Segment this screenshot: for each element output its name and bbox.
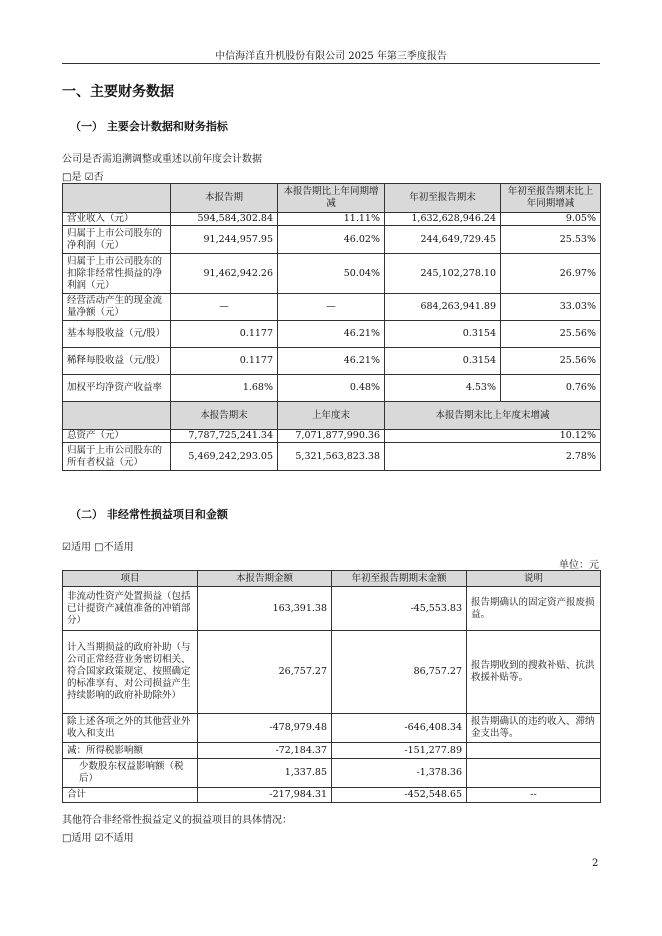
page-header-title: 中信海洋直升机股份有限公司 2025 年第三季度报告 (215, 51, 447, 62)
cell-value: 11.11% (278, 213, 385, 226)
header-cell: 本报告期金额 (198, 571, 332, 587)
note-cell (467, 743, 601, 759)
cell-value: 7,787,725,241.34 (171, 430, 278, 443)
note-cell: 报告期确认的违约收入、滞纳金支出等。 (467, 714, 601, 743)
nonrecurring-items-table (62, 570, 601, 803)
cell-value: 25.56% (501, 348, 601, 375)
cell-value: 0.3154 (385, 321, 501, 348)
item-label: 除上述各项之外的其他营业外收入和支出 (63, 714, 198, 743)
cell-value: -72,184.37 (198, 743, 332, 759)
table-header-row (63, 184, 601, 213)
cell-value: -1,378.36 (332, 759, 467, 788)
table-row (63, 294, 601, 321)
other-nonrecurring-text: 其他符合非经常性损益定义的损益项目的具体情况： (62, 815, 292, 826)
table-row (63, 714, 601, 743)
cell-value: 0.1177 (171, 348, 278, 375)
table-row (63, 348, 601, 375)
other-nonrecurring-options: □适用 ☑不适用 (62, 833, 134, 844)
row-label: 营业收入（元） (63, 213, 171, 226)
cell-value: 0.1177 (171, 321, 278, 348)
header-cell: 本报告期末 (171, 402, 278, 430)
cell-value: 163,391.38 (198, 587, 332, 631)
item-label: 减：所得税影响额 (63, 743, 198, 759)
cell-value: 26,757.27 (198, 631, 332, 714)
header-cell: 项目 (63, 571, 198, 587)
note-cell: 报告期确认的固定资产报废损益。 (467, 587, 601, 631)
cell-value: 7,071,877,990.36 (278, 430, 385, 443)
cell-value: 1,632,628,946.24 (385, 213, 501, 226)
item-label: 合计 (63, 788, 198, 803)
table-row (63, 254, 601, 294)
table-row (63, 226, 601, 254)
table-row (63, 743, 601, 759)
section-title-financial-data: 一、主要财务数据 (62, 84, 174, 100)
cell-value: -217,984.31 (198, 788, 332, 803)
cell-value: 26.97% (501, 254, 601, 294)
unit-label: 单位：元 (559, 560, 599, 571)
cell-value: 5,321,563,823.38 (278, 443, 385, 471)
cell-value: 86,757.27 (332, 631, 467, 714)
cell-value: -478,979.48 (198, 714, 332, 743)
header-rule (62, 63, 600, 64)
header-cell: 本报告期末比上年度末增减 (385, 402, 601, 430)
header-cell: 年初至报告期期末金额 (332, 571, 467, 587)
cell-value: -151,277.89 (332, 743, 467, 759)
cell-value: 46.21% (278, 321, 385, 348)
header-cell: 说明 (467, 571, 601, 587)
table-row (63, 587, 601, 631)
header-cell: 年初至报告期末比上年同期增减 (501, 184, 601, 213)
cell-value: -452,548.65 (332, 788, 467, 803)
header-cell: 本报告期比上年同期增减 (278, 184, 385, 213)
cell-value: 5,469,242,293.05 (171, 443, 278, 471)
cell-value: 50.04% (278, 254, 385, 294)
header-cell: 上年度末 (278, 402, 385, 430)
cell-value: 25.53% (501, 226, 601, 254)
cell-value: 594,584,302.84 (171, 213, 278, 226)
cell-value: 25.56% (501, 321, 601, 348)
cell-value: — (171, 294, 278, 321)
cell-value: 46.21% (278, 348, 385, 375)
page-number: 2 (592, 858, 599, 869)
note-cell: -- (467, 788, 601, 803)
row-label: 归属于上市公司股东的净利润（元） (63, 226, 171, 254)
table-row (63, 430, 601, 443)
cell-value: 33.03% (501, 294, 601, 321)
cell-value: -646,408.34 (332, 714, 467, 743)
cell-value: 10.12% (385, 430, 601, 443)
table-header-row (63, 402, 601, 430)
item-label: 非流动性资产处置损益（包括已计提资产减值准备的冲销部分） (63, 587, 198, 631)
restatement-question: 公司是否需追溯调整或重述以前年度会计数据 (62, 154, 262, 165)
cell-value: 4.53% (385, 375, 501, 402)
item-label: 计入当期损益的政府补助（与公司正常经营业务密切相关、符合国家政策规定、按照确定的标准享有、对公司损益产生持续影响的政府补助除外） (63, 631, 198, 714)
row-label: 总资产（元） (63, 430, 171, 443)
cell-value: 9.05% (501, 213, 601, 226)
cell-value: -45,553.83 (332, 587, 467, 631)
cell-value: 46.02% (278, 226, 385, 254)
table-row (63, 759, 601, 788)
cell-value: 244,649,729.45 (385, 226, 501, 254)
header-cell: 本报告期 (171, 184, 278, 213)
cell-value: 684,263,941.89 (385, 294, 501, 321)
item-label: 少数股东权益影响额（税后） (63, 759, 198, 788)
note-cell (467, 759, 601, 788)
row-label: 基本每股收益（元/股） (63, 321, 171, 348)
cell-value: 1.68% (171, 375, 278, 402)
table-row (63, 321, 601, 348)
cell-value: 245,102,278.10 (385, 254, 501, 294)
subsection-title-accounting-data: （一） 主要会计数据和财务指标 (70, 120, 228, 133)
row-label: 经营活动产生的现金流量净额（元） (63, 294, 171, 321)
restatement-options: □是 ☑否 (62, 172, 104, 183)
cell-value: 91,244,957.95 (171, 226, 278, 254)
row-label: 归属于上市公司股东的所有者权益（元） (63, 443, 171, 471)
table-header-row (63, 571, 601, 587)
header-cell: 年初至报告期末 (385, 184, 501, 213)
row-label: 加权平均净资产收益率 (63, 375, 171, 402)
table-row (63, 788, 601, 803)
key-financial-table (62, 183, 601, 471)
cell-value: — (278, 294, 385, 321)
table-row (63, 213, 601, 226)
nonrecurring-options: ☑适用 □不适用 (62, 542, 134, 553)
cell-value: 0.48% (278, 375, 385, 402)
row-label: 归属于上市公司股东的扣除非经常性损益的净利润（元） (63, 254, 171, 294)
row-label: 稀释每股收益（元/股） (63, 348, 171, 375)
cell-value: 0.3154 (385, 348, 501, 375)
cell-value: 2.78% (385, 443, 601, 471)
header-cell (63, 184, 171, 213)
table-row (63, 375, 601, 402)
cell-value: 1,337.85 (198, 759, 332, 788)
note-cell: 报告期收到的搜救补贴、抗洪救援补贴等。 (467, 631, 601, 714)
cell-value: 91,462,942.26 (171, 254, 278, 294)
table-row (63, 443, 601, 471)
header-cell (63, 402, 171, 430)
cell-value: 0.76% (501, 375, 601, 402)
subsection-title-nonrecurring: （二） 非经常性损益项目和金额 (70, 508, 228, 521)
table-row (63, 631, 601, 714)
